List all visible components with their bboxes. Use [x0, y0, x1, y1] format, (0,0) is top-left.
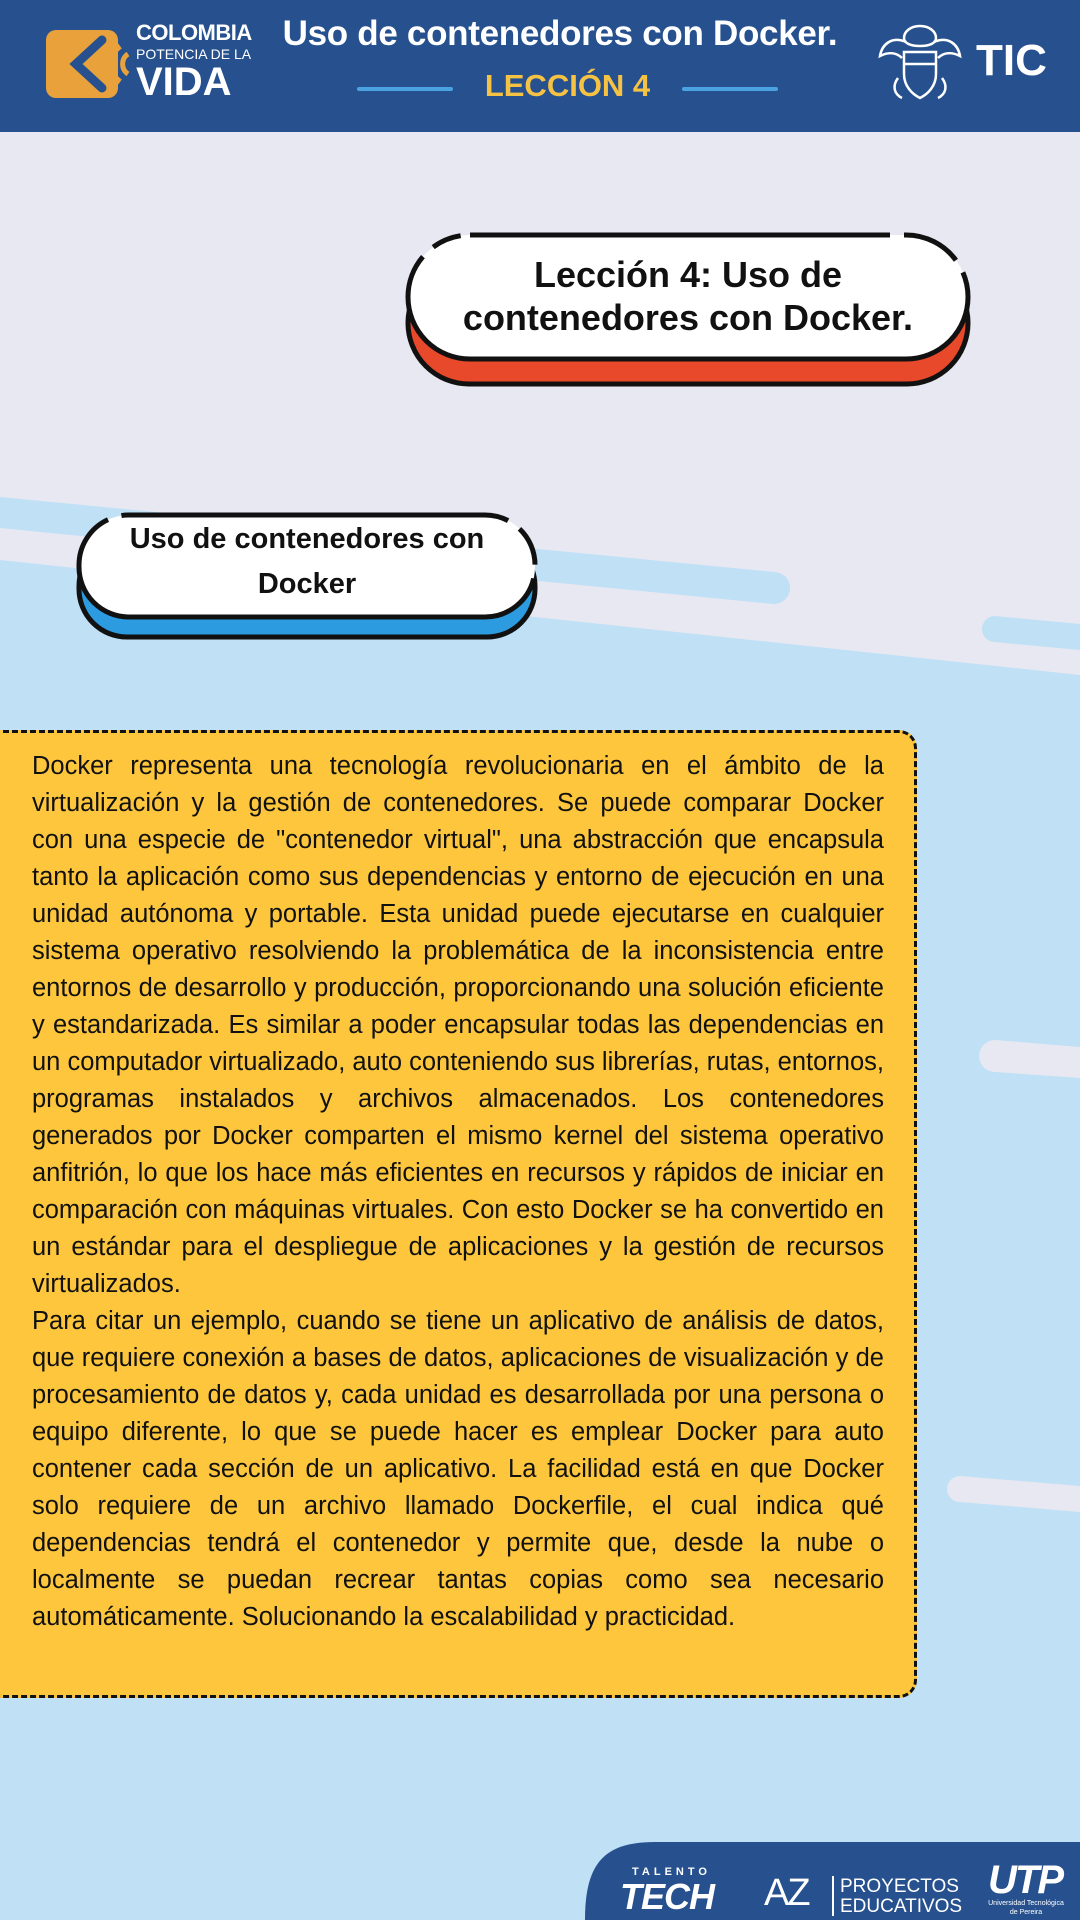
utp-logo: UTP: [988, 1858, 1062, 1902]
tech-logo: TECH: [620, 1876, 714, 1917]
section-title: Uso de contenedores con Docker: [129, 523, 485, 600]
brand-text: [136, 22, 252, 102]
lesson-indicator: [355, 64, 780, 112]
lesson-title: Lección 4: Uso de contenedores con Docker.: [462, 254, 914, 338]
coat-of-arms-icon: [876, 16, 964, 108]
header-bar: [0, 0, 1080, 132]
paragraph-1: Docker representa una tecnología revolucionaria en el ámbito de la virtualización y la gestión de contenedores. Se puede comparar Docker con una especie de "contenedor virtual", una abstracción que encapsula tanto la aplicación como sus dependencias y entorno de ejecución en una unidad autónoma y portable. Esta unidad puede ejecutarse en cualquier sistema operativo resolviendo la problemática de la inconsistencia entre entornos de desarrollo y producción, proporcionando una solución eficiente y estandarizada. Es similar a poder encapsular todas las dependencias en un computador virtualizado, auto conteniendo sus librerías, rutas, entornos, programas instalados y archivos almacenados. Los contenedores generados por Docker comparten el mismo kernel del sistema operativo anfitrión, lo que los hace más eficientes en recursos y rápidos de iniciar en comparación con máquinas virtuales. Con esto Docker se ha convertido en un estándar para el despliegue de aplicaciones y la gestión de recursos virtualizados.: [32, 752, 884, 1298]
header-title: Uso de contenedores con Docker.: [282, 14, 838, 53]
tic-label: TIC: [976, 36, 1047, 85]
utp-subtitle-2: de Pereira: [1009, 1909, 1043, 1916]
az-logo: AZ: [764, 1872, 809, 1914]
proyectos-label: PROYECTOS: [840, 1876, 959, 1897]
paragraph: [32, 748, 884, 1636]
content-box: [0, 730, 917, 1698]
utp-subtitle-1: Universidad Tecnológica: [988, 1900, 1064, 1907]
brand-line-2: POTENCIA DE LA: [136, 46, 252, 62]
brand-line-1: COLOMBIA: [136, 20, 252, 45]
divider-line-right: [682, 87, 778, 91]
brand-line-3: VIDA: [136, 60, 232, 104]
az-divider: [832, 1876, 834, 1916]
paragraph-2: Para citar un ejemplo, cuando se tiene un aplicativo de análisis de datos, que requiere conexión a bases de datos, aplicaciones de visualización y de procesamiento de datos y, cada unidad es desarrollada por una persona o equipo diferente, lo que se puede hacer es emplear Docker para auto contener cada sección de un aplicativo. La facilidad está en que Docker solo requiere de un archivo llamado Dockerfile, el cual indica qué dependencias tendrá el contenedor y permite que, desde la nube o localmente se puedan recrear tantas copias como sea necesario automáticamente. Solucionando la escalabilidad y practicidad.: [32, 1307, 884, 1631]
lesson-label: LECCIÓN 4: [484, 68, 651, 103]
educativos-label: EDUCATIVOS: [840, 1896, 963, 1917]
talento-label: TALENTO: [632, 1866, 711, 1878]
